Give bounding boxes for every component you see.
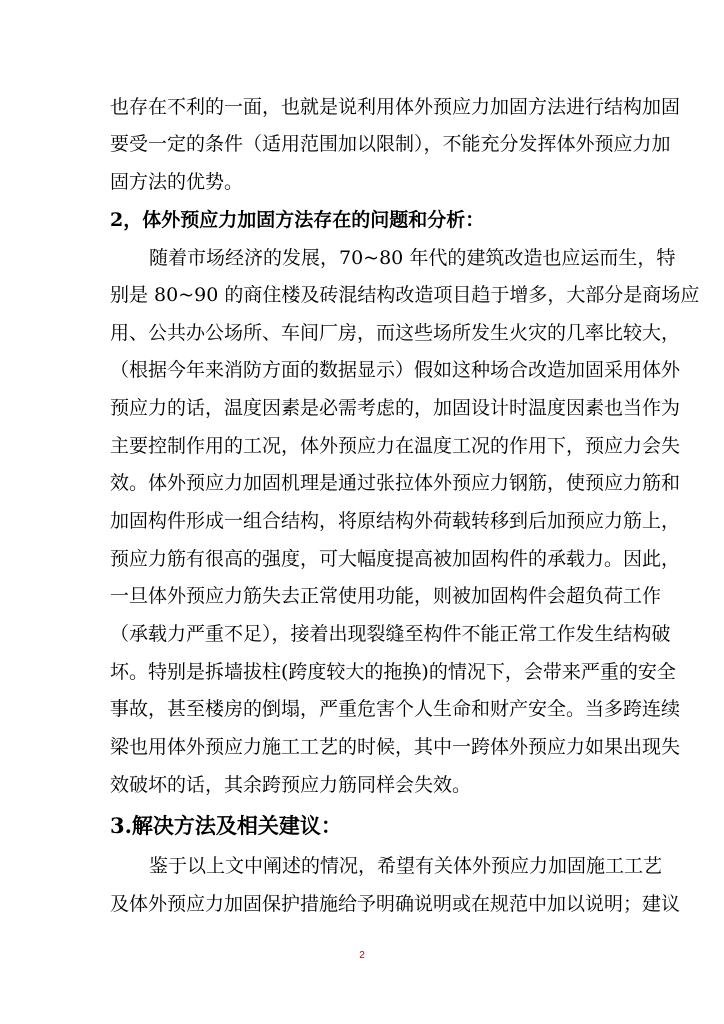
paragraph-line: 事故，甚至楼房的倒塌，严重危害个人生命和财产安全。当多跨连续 bbox=[110, 698, 681, 720]
paragraph-line: 鉴于以上文中阐述的情况，希望有关体外预应力加固施工工艺 bbox=[149, 855, 663, 877]
paragraph-line: 固方法的优势。 bbox=[110, 171, 244, 193]
paragraph-line: 主要控制作用的工况，体外预应力在温度工况的作用下，预应力会失 bbox=[110, 435, 681, 457]
paragraph-line: 及体外预应力加固保护措施给予明确说明或在规范中加以说明；建议 bbox=[110, 893, 681, 915]
section-2-heading: 2，体外预应力加固方法存在的问题和分析： bbox=[110, 209, 485, 231]
paragraph-line: 用、公共办公场所、车间厂房，而这些场所发生火灾的几率比较大， bbox=[110, 322, 681, 344]
paragraph-line: 随着市场经济的发展，70~80 年代的建筑改造也应运而生，特 bbox=[149, 247, 676, 269]
paragraph-line: 效破坏的话，其余跨预应力筋同样会失效。 bbox=[110, 774, 472, 796]
paragraph-line: 预应力的话，温度因素是必需考虑的，加固设计时温度因素也当作为 bbox=[110, 397, 681, 419]
paragraph-line: （承载力严重不足），接着出现裂缝至构件不能正常工作发生结构破 bbox=[110, 623, 671, 645]
paragraph-line: 效。体外预应力加固机理是通过张拉体外预应力钢筋，使预应力筋和 bbox=[110, 472, 681, 494]
paragraph-line: 也存在不利的一面，也就是说利用体外预应力加固方法进行结构加固 bbox=[110, 96, 681, 118]
page-number: 2 bbox=[359, 950, 365, 961]
paragraph-line: 一旦体外预应力筋失去正常使用功能，则被加固构件会超负荷工作 bbox=[110, 585, 662, 607]
paragraph-line: 加固构件形成一组合结构，将原结构外荷载转移到后加预应力筋上， bbox=[110, 510, 681, 532]
section-3-heading: 3.解决方法及相关建议： bbox=[110, 813, 342, 838]
paragraph-line: 坏。特别是拆墙拔柱(跨度较大的拖换)的情况下，会带来严重的安全 bbox=[110, 661, 676, 683]
paragraph-line: 梁也用体外预应力施工工艺的时候，其中一跨体外预应力如果出现失 bbox=[110, 736, 681, 758]
paragraph-line: 预应力筋有很高的强度，可大幅度提高被加固构件的承载力。因此， bbox=[110, 548, 681, 570]
paragraph-line: 别是 80~90 的商住楼及砖混结构改造项目趋于增多，大部分是商场应 bbox=[110, 284, 700, 306]
paragraph-line: （根据今年来消防方面的数据显示）假如这种场合改造加固采用体外 bbox=[110, 359, 681, 381]
paragraph-line: 要受一定的条件（适用范围加以限制），不能充分发挥体外预应力加 bbox=[110, 133, 671, 155]
